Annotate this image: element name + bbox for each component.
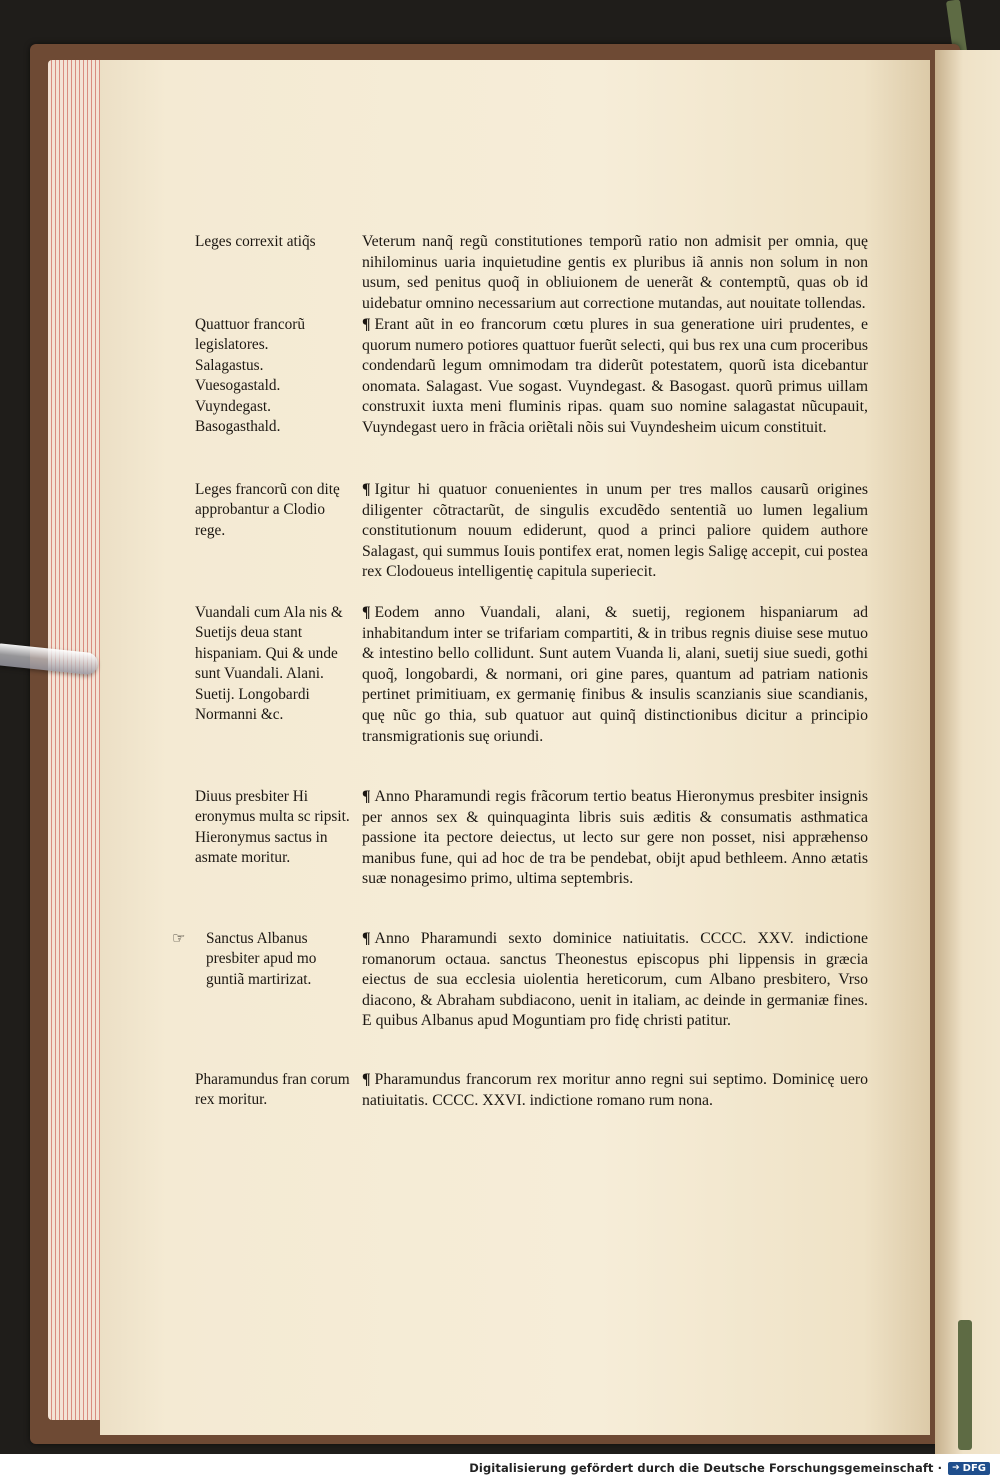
main-paragraph: ¶ Anno Pharamundi sexto dominice natiuitatis. CCCC. XXV. indictione romanorum octaua. sanctus Theonestus episcopus phi lippensis in græcia eiectus de sua ecclesia uiolentia hereticorum, cum Albano presbitero, Vrso diacono, & Abraham subdiacono, uenit in italiam, ac deinde in germaniæ fines. E quibus Albanus apud Moguntiam pro fidę christi patitur. (362, 930, 868, 1030)
margin-note: Vuandali cum Ala nis & Suetijs deua stant hispaniam. Qui & unde sunt Vuandali. Alani. Suetij. Longobardi Normanni &c. (195, 604, 343, 724)
main-paragraph: ¶ Erant aũt in eo francorum cœtu plures in sua generatione uiri prudentes, e quorum numero potiores quattuor fuerũt selecti, qui bus rex una cum proceribus condendarũ legum omnimodam tra diderũt potestatem, quorũ ista dicebantur onomata. Salagast. Vue sogast. Vuyndegast. & Basogast. quorũ primus uillam construxit iuxta meni fluminis ripas. quam suo nomine salagastat nũcupauit, Vuyndegast uero in frãcia oriẽtali nõis sui Vuyndesheim uicum constituit. (362, 316, 868, 436)
paragraph-mark-icon: ¶ (362, 930, 371, 947)
paragraph-mark-icon: ¶ (362, 481, 371, 498)
margin-note: Sanctus Albanus presbiter apud mo guntiã martirizat. (206, 930, 317, 988)
dfg-logo (948, 1462, 990, 1475)
footer-credit: Digitalisierung gefördert durch die Deutsche Forschungsgemeinschaft · (469, 1461, 943, 1475)
margin-note: Pharamundus fran corum rex moritur. (195, 1071, 350, 1109)
paragraph-mark-icon: ¶ (362, 788, 371, 805)
main-paragraph: ¶ Pharamundus francorum rex moritur anno regni sui septimo. Dominicę uero natiuitatis. CCCC. XXVI. indictione romano rum nona. (362, 1071, 868, 1109)
arrow-icon: ➔ (952, 1463, 960, 1473)
paragraph-mark-icon: ¶ (362, 604, 371, 621)
main-paragraph: ¶ Eodem anno Vuandali, alani, & suetij, regionem hispaniarum ad inhabitandum inter se trifariam compartiti, & in tribus regnis diuise sese mutuo & intestino bello collidunt. Sunt autem Vuanda li, alani, suetij siue suedi, gothi quoq̃, longobardi, & normani, ori gine pares, quantum ad patriam nationis pertinet primitiuam, ex germanię finibus & insulis scanzianis siue scandianis, quę nũc go thia, sub quatuor aut quinq̃ distinctionibus dicitur a principio transmigrationis suę oriundi. (362, 604, 868, 745)
main-paragraph: ¶ Igitur hi quatuor conuenientes in unum per tres mallos causarũ origines diligenter cõtractarũt, de singulis excudẽdo sententiã uo lumen legalium constitutionum nouum ediderunt, quod a princi paliore quidem authore Salagast, qui summus Iouis pontifex erat, nomen legis Saligę accepit, cui postea rex Clodoueus intelligentię capitula superiecit. (362, 481, 868, 581)
manicule-icon: ☞ (172, 931, 186, 947)
paragraph-mark-icon: ¶ (362, 316, 371, 333)
margin-note: Leges francorũ con ditę approbantur a Clodio rege. (195, 481, 340, 539)
margin-note: Quattuor francorũ legislatores. Salagastus. Vuesogastald. Vuyndegast. Basogasthald. (195, 316, 306, 436)
main-paragraph: Veterum nanq̃ regũ constitutiones temporũ ratio non admisit per omnia, quę nihilominus uaria inquietudine gentis ex pluribus iã annis non solum in non usum, sed penitus quoq̃ in obliuionem de uenerãt & contemptũ, quas ob id uidebatur omnino necessarium aut correctione mutandas, aut nouitate tollendas. (362, 233, 868, 312)
margin-note: Leges correxit atiq̃s (195, 233, 316, 250)
main-paragraph: ¶ Anno Pharamundi regis frãcorum tertio beatus Hieronymus presbiter insignis per annos sex & quinquaginta libris suis æditis & consumatis asthmatica passione ita pectore deiectus, ut lecto sur gere non posset, nisi appræhenso manibus fune, qui ad hoc de tra be pendebat, obijt apud bethleem. Anno ætatis suæ nonagesimo primo, ultima septembris. (362, 788, 868, 888)
margin-note: Diuus presbiter Hi eronymus multa sc ripsit. Hieronymus sactus in asmate moritur. (195, 788, 350, 867)
paragraph-mark-icon: ¶ (362, 1071, 371, 1088)
dfg-logo-text: DFG (962, 1462, 986, 1474)
footer-bar (0, 1454, 1000, 1482)
